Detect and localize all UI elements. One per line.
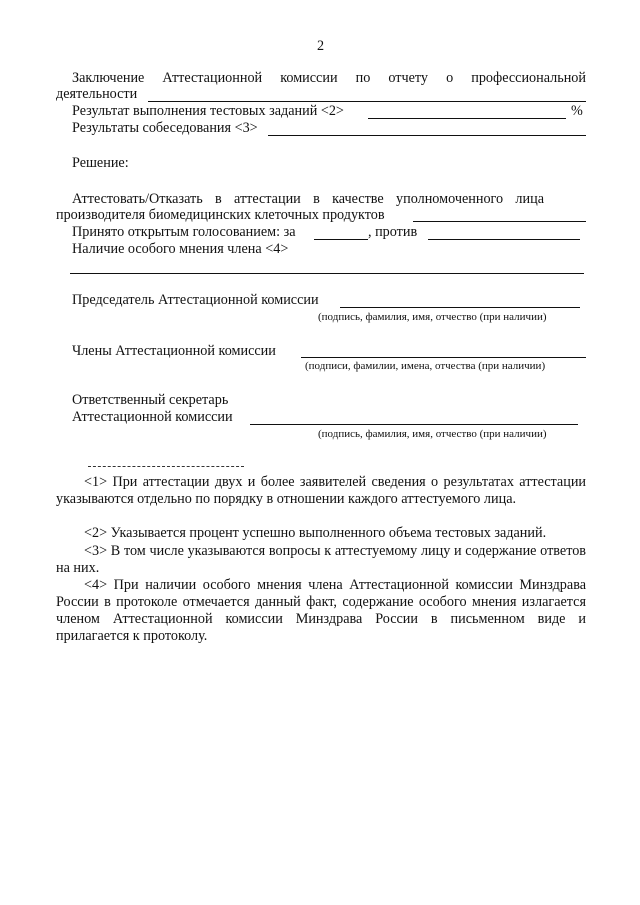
dissent-label: Наличие особого мнения члена <4> — [72, 241, 289, 257]
interview-blank[interactable] — [268, 135, 586, 136]
footnote-2: <2> Указывается процент успешно выполненного объема тестовых заданий. — [84, 525, 547, 541]
secretary-label-line2: Аттестационной комиссии — [72, 409, 233, 425]
footnote-separator — [88, 466, 244, 467]
secretary-label-line1: Ответственный секретарь — [72, 392, 229, 408]
footnote-1: <1> При аттестации двух и более заявителей сведения о результатах аттестации указываются отдельно по порядку в отношении каждого аттестуемого лица. — [56, 474, 586, 507]
interview-label: Результаты собеседования <3> — [72, 120, 258, 136]
test-result-blank[interactable] — [368, 118, 566, 119]
dissent-blank[interactable] — [70, 273, 584, 274]
vote-against-blank[interactable] — [428, 239, 580, 240]
chair-signature-blank[interactable] — [340, 307, 580, 308]
decision-heading: Решение: — [72, 155, 129, 171]
secretary-caption: (подпись, фамилия, имя, отчество (при наличии) — [318, 428, 547, 440]
footnote-4: <4> При наличии особого мнения члена Аттестационной комиссии Минздрава России в протоколе отмечается данный факт, содержание особого мнения излагается членом Аттестационной комиссии Минздрава России в письменном виде и прилагается к протоколу. — [56, 577, 586, 644]
decision-blank[interactable] — [413, 221, 586, 222]
test-result-label: Результат выполнения тестовых заданий <2> — [72, 103, 344, 119]
footnote-3: <3> В том числе указываются вопросы к аттестуемому лицу и содержание ответов на них. — [56, 543, 586, 576]
vote-label: Принято открытым голосованием: за — [72, 224, 296, 240]
test-result-unit: % — [571, 103, 583, 119]
members-caption: (подписи, фамилии, имена, отчества (при наличии) — [305, 360, 546, 372]
members-signature-blank[interactable] — [301, 357, 586, 358]
vote-against-label: , против — [368, 224, 418, 240]
decision-line1: Аттестовать/Отказать в аттестации в качестве уполномоченного лица — [72, 191, 544, 207]
chair-label: Председатель Аттестационной комиссии — [72, 292, 319, 308]
page-number: 2 — [317, 38, 325, 54]
conclusion-blank[interactable] — [148, 101, 586, 102]
vote-for-blank[interactable] — [314, 239, 368, 240]
members-label: Члены Аттестационной комиссии — [72, 343, 276, 359]
conclusion-label-line2: деятельности — [56, 86, 138, 102]
decision-line2: производителя биомедицинских клеточных продуктов — [56, 207, 385, 223]
chair-caption: (подпись, фамилия, имя, отчество (при наличии) — [318, 311, 547, 323]
conclusion-label-line1: Заключение Аттестационной комиссии по отчету о профессиональной — [72, 70, 586, 86]
secretary-signature-blank[interactable] — [250, 424, 578, 425]
